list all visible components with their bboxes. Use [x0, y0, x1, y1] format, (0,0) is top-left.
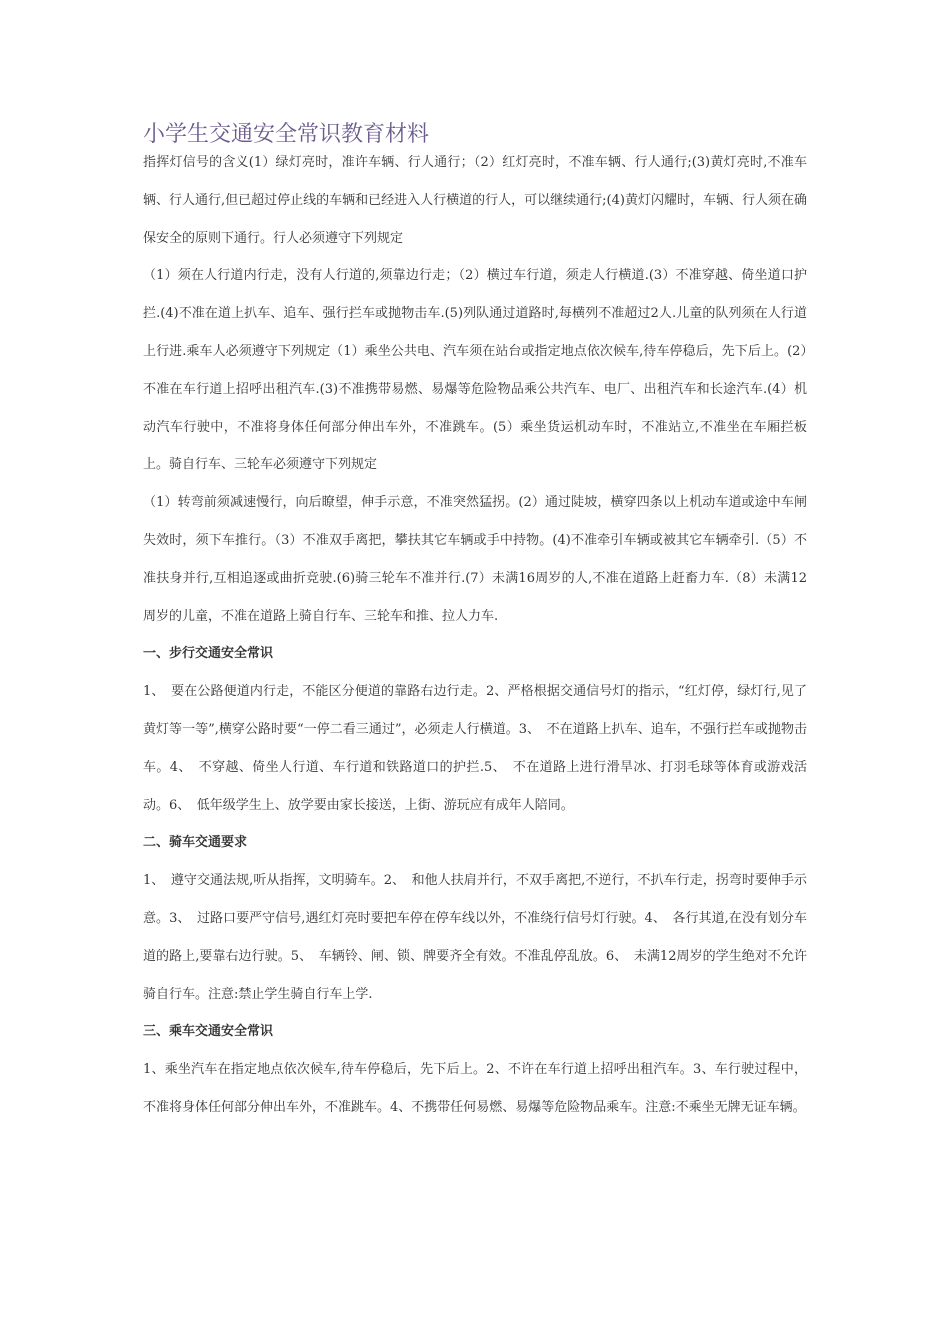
paragraph-signal-rules: 指挥灯信号的含义(1）绿灯亮时，准许车辆、行人通行；（2）红灯亮时，不准车辆、行人通行;(3)黄灯亮时,不准车辆、行人通行,但已超过停止线的车辆和已经进入人行横道的行人，可以继续通行;(4)黄灯闪耀时，车辆、行人须在确保安全的原则下通行。行人必须遵守下列规定	[143, 155, 807, 246]
section-body-cycling: 1、 遵守交通法规,听从指挥，文明骑车。2、 和他人扶肩并行，不双手离把,不逆行，不扒车行走，拐弯时要伸手示意。3、 过路口要严守信号,遇红灯亮时要把车停在停车线以外，不准绕行信号灯行驶。4、 各行其道,在没有划分车道的路上,要靠右边行驶。5、 车辆铃、闸、锁、牌要齐全有效。不准乱停乱放。6、 未满12周岁的学生绝对不允许骑自行车。注意:禁止学生骑自行车上学.	[143, 873, 807, 1002]
document-title: 小学生交通安全常识教育材料	[143, 122, 430, 147]
document-content	[143, 118, 807, 1127]
section-body-riding: 1、乘坐汽车在指定地点依次候车,待车停稳后，先下后上。2、不许在车行道上招呼出租汽车。3、车行驶过程中，不准将身体任何部分伸出车外，不准跳车。4、不携带任何易燃、易爆等危险物品乘车。注意:不乘坐无牌无证车辆。	[143, 1062, 807, 1115]
section-body-walking: 1、 要在公路便道内行走，不能区分便道的靠路右边行走。2、严格根据交通信号灯的指示，“红灯停，绿灯行,见了黄灯等一等”,横穿公路时要“一停二看三通过”，必须走人行横道。3、 不在道路上扒车、追车，不强行拦车或抛物击车。4、 不穿越、倚坐人行道、车行道和铁路道口的护拦.5、 不在道路上进行滑旱冰、打羽毛球等体育或游戏活动。6、 低年级学生上、放学要由家长接送，上街、游玩应有成年人陪同。	[143, 684, 807, 813]
paragraph-pedestrian-passenger-rules: （1）须在人行道内行走，没有人行道的,须靠边行走；（2）横过车行道，须走人行横道.(3）不准穿越、倚坐道口护拦.(4)不准在道上扒车、追车、强行拦车或抛物击车.(5)列队通过道路时,每横列不准超过2人.儿童的队列须在人行道上行进.乘车人必须遵守下列规定（1）乘坐公共电、汽车须在站台或指定地点依次候车,待车停稳后，先下后上。(2）不准在车行道上招呼出租汽车.(3)不准携带易燃、易爆等危险物品乘公共汽车、电厂、出租汽车和长途汽车.(4）机动汽车行驶中，不准将身体任何部分伸出车外，不准跳车。(5）乘坐货运机动车时，不准站立,不准坐在车厢拦板上。骑自行车、三轮车必须遵守下列规定	[143, 268, 807, 473]
section-heading-walking: 一、步行交通安全常识	[143, 646, 274, 662]
paragraph-cycling-rules: （1）转弯前须减速慢行，向后瞭望，伸手示意，不准突然猛拐。(2）通过陡坡，横穿四条以上机动车道或途中车闸失效时，须下车推行。（3）不准双手离把，攀扶其它车辆或手中持物。(4)不准牵引车辆或被其它车辆牵引.（5）不准扶身并行,互相追逐或曲折竞驶.(6)骑三轮车不准并行.(7）未满16周岁的人,不准在道路上赶畜力车.（8）未满12周岁的儿童，不准在道路上骑自行车、三轮车和推、拉人力车.	[143, 495, 807, 624]
section-heading-riding: 三、乘车交通安全常识	[143, 1024, 274, 1040]
section-heading-cycling: 二、骑车交通要求	[143, 835, 248, 851]
